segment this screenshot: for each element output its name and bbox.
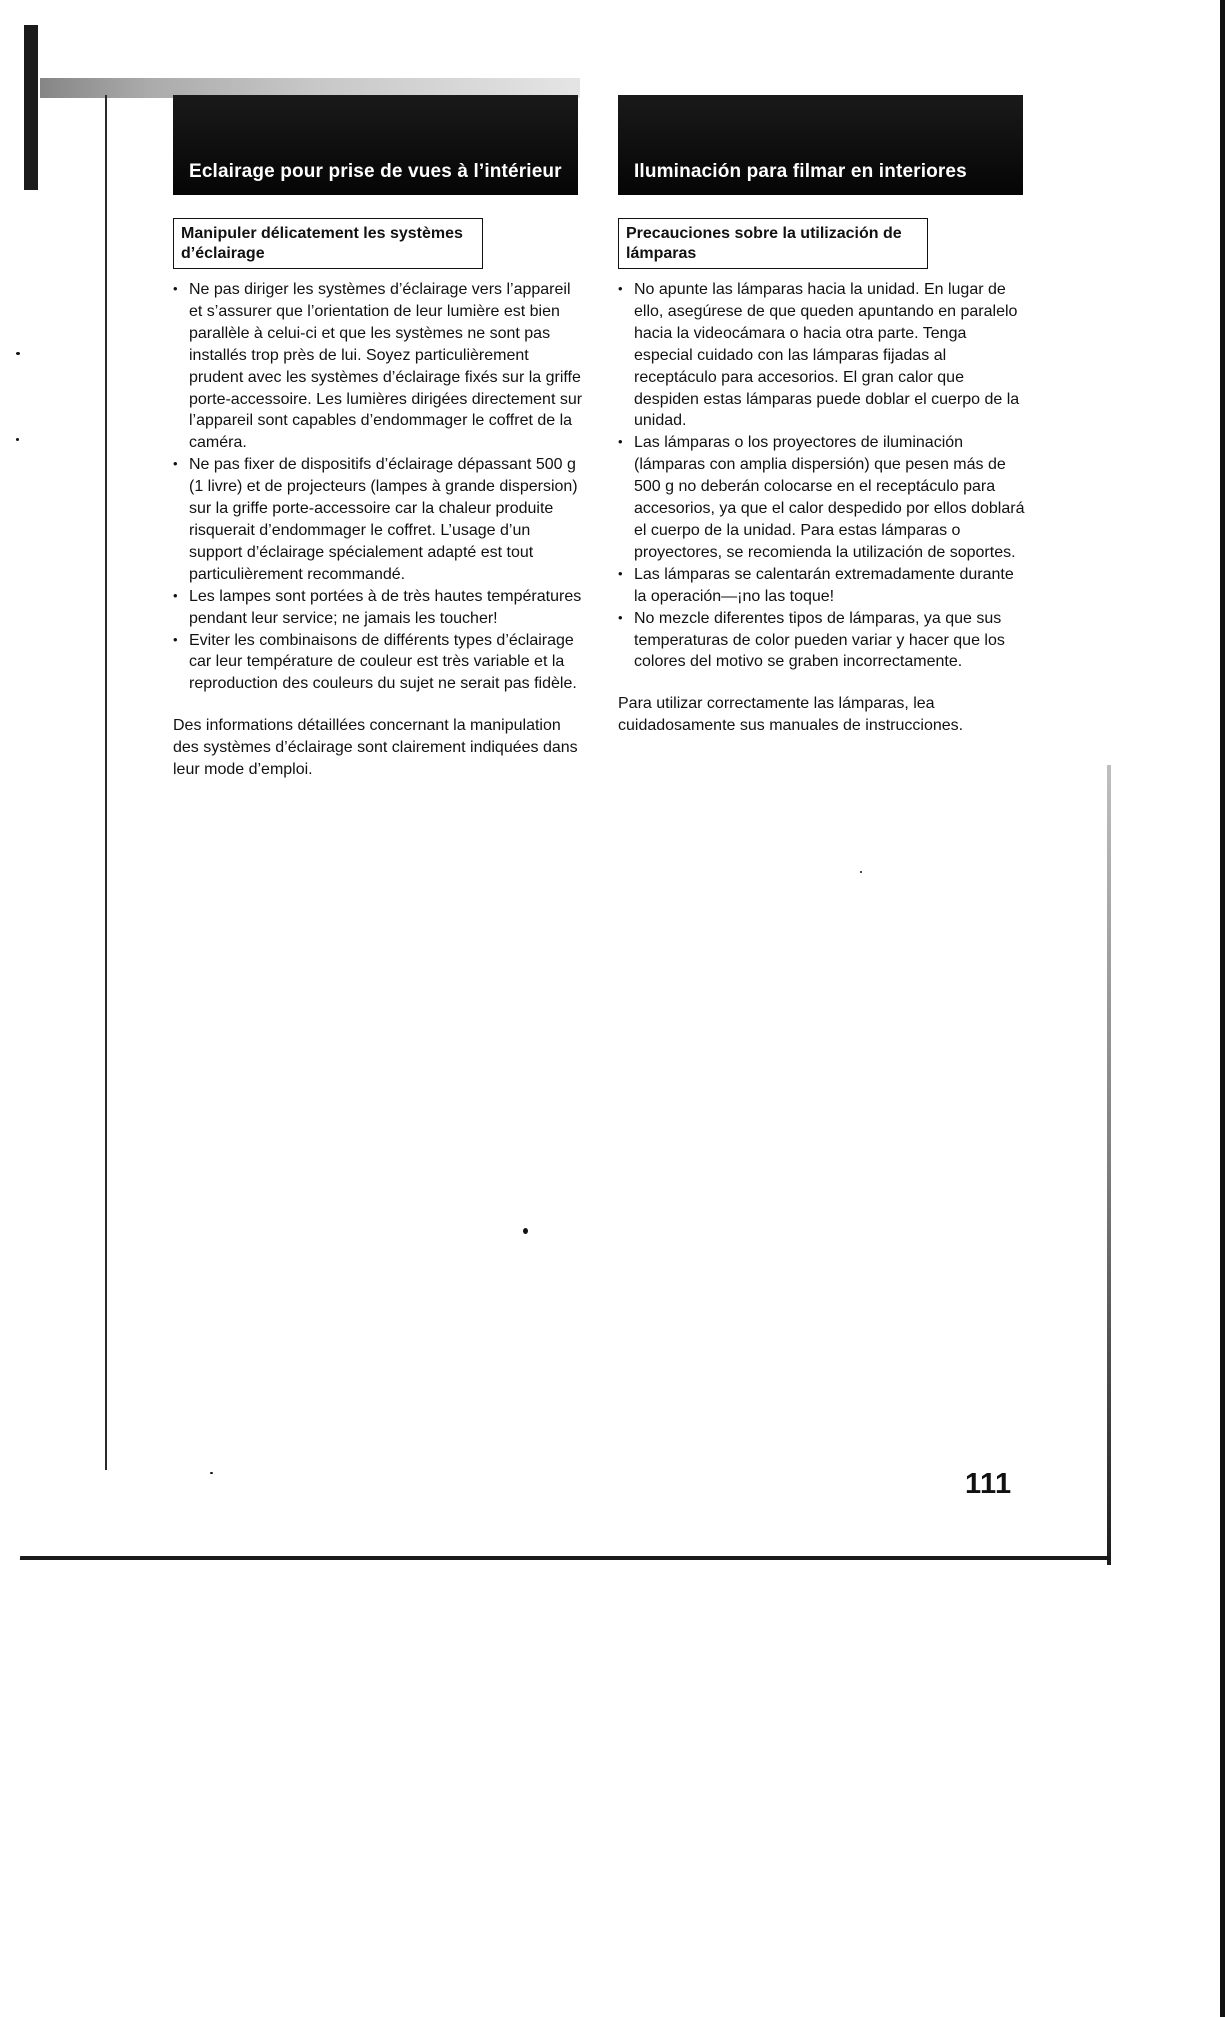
binding-strip xyxy=(24,25,38,190)
french-bullet-list xyxy=(173,279,583,695)
spanish-section-header xyxy=(618,95,1023,195)
spanish-section-title: Iluminación para filmar en interiores xyxy=(634,161,967,183)
spanish-bullet-2: • Las lámparas o los proyectores de iluminación (lámparas con amplia dispersión) que pesen más de 500 g no deberán colocarse en el receptáculo para accesorios, ya que el calor despedido por ellos doblará el cuerpo de la unidad. Para estas lámparas o proyectores, se recomienda la utilización de soportes. xyxy=(618,432,1028,563)
french-bullet-4: • Eviter les combinaisons de différents types d’éclairage car leur température de couleur est très variable et la reproduction des couleurs du sujet ne serait pas fidèle. xyxy=(173,630,583,696)
french-bullet-2: • Ne pas fixer de dispositifs d’éclairage dépassant 500 g (1 livre) et de projecteurs (lampes à grande dispersion) sur la griffe porte-accessoire car la chaleur produite risquerait d’endommager le coffret. L’usage d’un support d’éclairage spécialement adapté est tout particulièrement recommandé. xyxy=(173,454,583,585)
scan-speck xyxy=(523,1228,528,1234)
left-page-rule xyxy=(105,95,107,1470)
french-column xyxy=(173,95,583,781)
spanish-bullet-list xyxy=(618,279,1028,673)
french-note: Des informations détaillées concernant la manipulation des systèmes d’éclairage sont clairement indiquées dans leur mode d’emploi. xyxy=(173,717,578,779)
spanish-bullet-4: • No mezcle diferentes tipos de lámparas, ya que sus temperaturas de color pueden variar y hacer que los colores del motivo se graben incorrectamente. xyxy=(618,608,1028,674)
spanish-bullet-3: • Las lámparas se calentarán extremadamente durante la operación—¡no las toque! xyxy=(618,564,1028,608)
scan-speck xyxy=(210,1472,213,1474)
right-page-rule xyxy=(1107,765,1111,1565)
french-bullet-3: • Les lampes sont portées à de très hautes températures pendant leur service; ne jamais les toucher! xyxy=(173,586,583,630)
scan-speck xyxy=(16,352,20,355)
scan-speck xyxy=(16,438,19,441)
spanish-column xyxy=(618,95,1028,737)
french-section-header xyxy=(173,95,578,195)
spanish-note: Para utilizar correctamente las lámparas, lea cuidadosamente sus manuales de instrucciones. xyxy=(618,695,964,735)
french-section-title: Eclairage pour prise de vues à l’intérieur xyxy=(189,161,562,183)
scan-right-edge xyxy=(1220,0,1225,2017)
spanish-bullet-1: • No apunte las lámparas hacia la unidad. En lugar de ello, asegúrese de que queden apuntando en paralelo hacia la videocámara o hacia otra parte. Tenga especial cuidado con las lámparas fijadas al receptáculo para accesorios. El gran calor que despiden estas lámparas puede doblar el cuerpo de la unidad. xyxy=(618,279,1028,432)
spanish-box-title: Precauciones sobre la utilización de lámparas xyxy=(618,218,928,269)
page-number: 111 xyxy=(965,1468,1012,1500)
bottom-page-rule xyxy=(20,1556,1110,1560)
scan-speck xyxy=(860,871,862,873)
french-bullet-1: • Ne pas diriger les systèmes d’éclairage vers l’appareil et s’assurer que l’orientation de leur lumière est bien parallèle à celui-ci et que les systèmes ne sont pas installés trop près de lui. Soyez particulièrement prudent avec les systèmes d’éclairage fixés sur la griffe porte-accessoire. Les lumières dirigées directement sur l’appareil sont capables d’endommager le coffret de la caméra. xyxy=(173,279,583,454)
french-box-title: Manipuler délicatement les systèmes d’éclairage xyxy=(173,218,483,269)
